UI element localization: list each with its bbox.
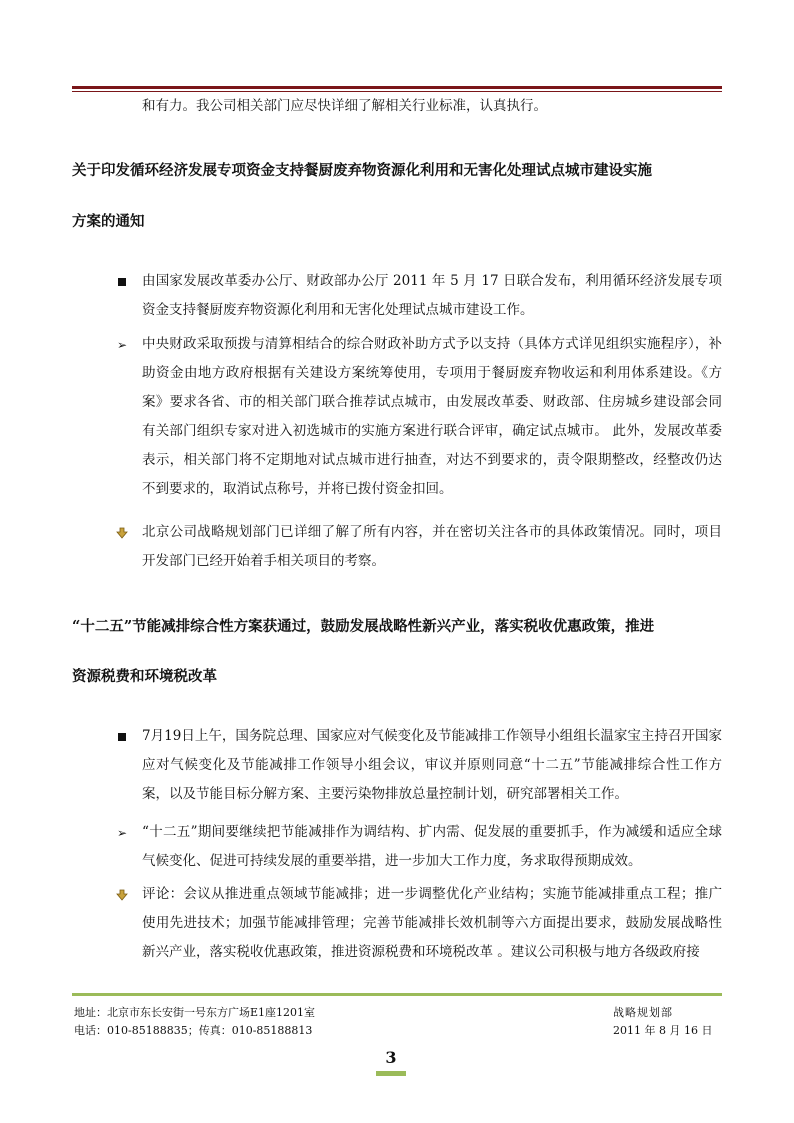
section2-title-line1: “十二五”节能减排综合性方案获通过，鼓励发展战略性新兴产业，落实税收优惠政策，推进 xyxy=(72,618,655,635)
header-rule xyxy=(72,86,722,89)
section1-item-3-text: 北京公司战略规划部门已详细了解了所有内容，并在密切关注各市的具体政策情况。同时，项目开发部门已经开始着手相关项目的考察。 xyxy=(142,524,722,569)
section1-item-2-text: 中央财政采取预拨与清算相结合的综合财政补助方式予以支持（具体方式详见组织实施程序），补助资金由地方政府根据有关建设方案统筹使用，专项用于餐厨废弃物收运和利用体系建设。《方案》要求各省、市的相关部门联合推荐试点城市，由发展改革委、财政部、住房城乡建设部会同有关部门组织专家对进入初选城市的实施方案进行联合评审，确定试点城市。 此外，发展改革委表示，相关部门将不定期地对试点城市进行抽查，对达不到要求的，责令限期整改，经整改仍达不到要求的，取消试点称号，并将已拨付资金扣回。 xyxy=(142,336,722,497)
section1-item-3 xyxy=(142,518,722,576)
section1-item-1-text: 由国家发展改革委办公厅、财政部办公厅 2011 年 5 月 17 日联合发布，利用循环经济发展专项资金支持餐厨废弃物资源化利用和无害化处理试点城市建设工作。 xyxy=(142,273,722,318)
footer-phone: 电话：010-85188835；传真：010-85188813 xyxy=(74,1024,313,1037)
section2-item-2-text: “十二五”期间要继续把节能减排作为调结构、扩内需、促发展的重要抓手，作为减缓和适应全球气候变化、促进可持续发展的重要举措，进一步加大工作力度，务求取得预期成效。 xyxy=(142,824,722,869)
section1-title-line1: 关于印发循环经济发展专项资金支持餐厨废弃物资源化利用和无害化处理试点城市建设实施 xyxy=(72,162,652,179)
section1-item-2 xyxy=(116,330,722,504)
section1-item-1 xyxy=(142,267,722,325)
footer-date: 2011 年 8 月 16 日 xyxy=(613,1024,713,1037)
section2-title-line2: 资源税费和环境税改革 xyxy=(72,668,217,685)
arrow-bullet-icon: ➢ xyxy=(116,825,128,840)
section2-item-1-text: 7月19日上午，国务院总理、国家应对气候变化及节能减排工作领导小组组长温家宝主持召开国家应对气候变化及节能减排工作领导小组会议，审议并原则同意“十二五”节能减排综合性工作方案，以及节能目标分解方案、主要污染物排放总量控制计划，研究部署相关工作。 xyxy=(142,728,722,802)
section2-item-2 xyxy=(116,818,722,876)
pointer-bullet-icon xyxy=(115,880,129,909)
square-bullet-icon xyxy=(115,267,129,296)
footer-rule xyxy=(72,993,722,996)
section2-item-3 xyxy=(142,880,722,967)
intro-paragraph: 和有力。我公司相关部门应尽快详细了解相关行业标准，认真执行。 xyxy=(142,98,547,114)
section1-title-line2: 方案的通知 xyxy=(72,213,145,230)
footer-address: 地址：北京市东长安街一号东方广场E1座1201室 xyxy=(74,1006,316,1019)
arrow-bullet-icon: ➢ xyxy=(116,337,128,352)
page-number-bar xyxy=(376,1071,406,1076)
square-bullet-icon xyxy=(115,722,129,751)
pointer-bullet-icon xyxy=(115,518,129,547)
footer-department: 战略规划部 xyxy=(613,1006,673,1019)
page-number: 3 xyxy=(385,1048,397,1067)
section2-item-3-text: 评论：会议从推进重点领域节能减排；进一步调整优化产业结构；实施节能减排重点工程；推广使用先进技术；加强节能减排管理；完善节能减排长效机制等六方面提出要求，鼓励发展战略性新兴产业，落实税收优惠政策，推进资源税费和环境税改革 。建议公司积极与地方各级政府接 xyxy=(142,886,722,960)
section2-item-1 xyxy=(142,722,722,809)
